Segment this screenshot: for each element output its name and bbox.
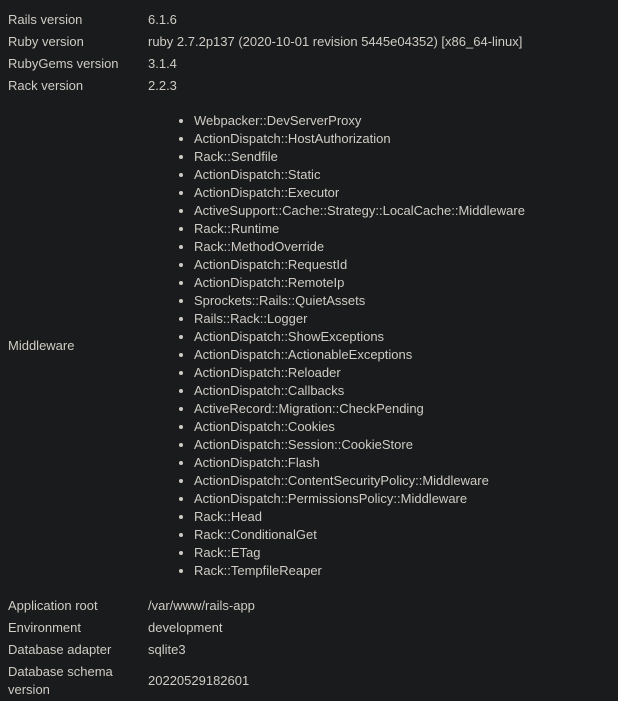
property-value: sqlite3 (148, 642, 186, 657)
middleware-item: • Rack::ETag (194, 544, 614, 562)
middleware-item: • ActionDispatch::Flash (194, 454, 614, 472)
property-row (0, 595, 618, 617)
middleware-item: • ActionDispatch::ContentSecurityPolicy::Middleware (194, 472, 614, 490)
property-row (0, 75, 618, 97)
middleware-item: • ActionDispatch::Executor (194, 184, 614, 202)
property-row (0, 617, 618, 639)
property-value (148, 97, 618, 595)
property-value: ruby 2.7.2p137 (2020-10-01 revision 5445e04352) [x86_64-linux] (148, 34, 523, 49)
property-value: 3.1.4 (148, 56, 177, 71)
middleware-item: • ActionDispatch::Callbacks (194, 382, 614, 400)
property-value: /var/www/rails-app (148, 598, 255, 613)
middleware-item: • Rack::MethodOverride (194, 238, 614, 256)
property-row (0, 639, 618, 661)
middleware-item: • Rails::Rack::Logger (194, 310, 614, 328)
property-value: 2.2.3 (148, 78, 177, 93)
middleware-item: • Rack::ConditionalGet (194, 526, 614, 544)
property-label: Ruby version (8, 34, 84, 49)
property-row (0, 53, 618, 75)
property-label: Application root (8, 598, 98, 613)
middleware-item: • Rack::Runtime (194, 220, 614, 238)
property-row (0, 661, 618, 701)
middleware-item: • ActiveRecord::Migration::CheckPending (194, 400, 614, 418)
middleware-item: • ActionDispatch::HostAuthorization (194, 130, 614, 148)
middleware-item: • Rack::Head (194, 508, 614, 526)
properties-table (0, 9, 618, 701)
middleware-item: • ActionDispatch::RequestId (194, 256, 614, 274)
middleware-item: • ActionDispatch::Cookies (194, 418, 614, 436)
property-row (0, 31, 618, 53)
middleware-item: • ActiveSupport::Cache::Strategy::LocalCache::Middleware (194, 202, 614, 220)
property-row (0, 9, 618, 31)
middleware-item: • ActionDispatch::Reloader (194, 364, 614, 382)
property-label: Database adapter (8, 642, 112, 657)
middleware-item: • Rack::Sendfile (194, 148, 614, 166)
middleware-item: • Webpacker::DevServerProxy (194, 112, 614, 130)
middleware-item: • ActionDispatch::RemoteIp (194, 274, 614, 292)
middleware-list (148, 112, 614, 580)
property-label: Environment (8, 620, 81, 635)
property-label: Database schema version (8, 664, 113, 697)
middleware-row (0, 97, 618, 595)
property-label: Rack version (8, 78, 84, 93)
property-value: development (148, 620, 223, 635)
property-label: RubyGems version (8, 56, 119, 71)
middleware-item: • Sprockets::Rails::QuietAssets (194, 292, 614, 310)
middleware-item: • Rack::TempfileReaper (194, 562, 614, 580)
middleware-item: • ActionDispatch::PermissionsPolicy::Middleware (194, 490, 614, 508)
property-label: Rails version (8, 12, 83, 27)
middleware-item: • ActionDispatch::Static (194, 166, 614, 184)
middleware-item: • ActionDispatch::ShowExceptions (194, 328, 614, 346)
properties-table-body (0, 9, 618, 701)
middleware-item: • ActionDispatch::Session::CookieStore (194, 436, 614, 454)
middleware-item: • ActionDispatch::ActionableExceptions (194, 346, 614, 364)
property-value: 20220529182601 (148, 673, 250, 688)
property-value: 6.1.6 (148, 12, 177, 27)
property-label: Middleware (8, 338, 75, 353)
